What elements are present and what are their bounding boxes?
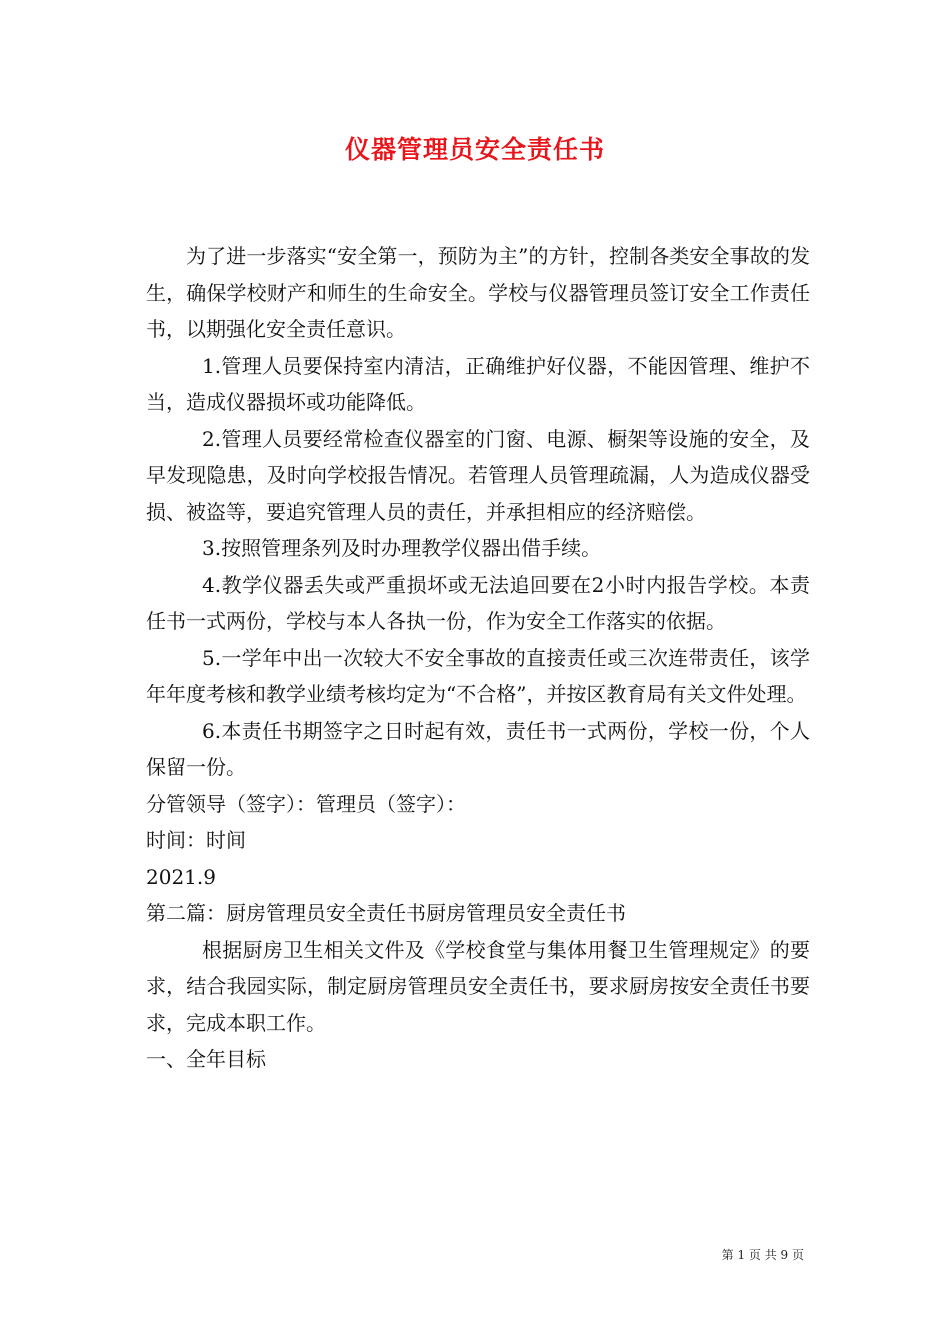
clause-5: 5.一学年中出一次较大不安全事故的直接责任或三次连带责任，该学年年度考核和教学业绩考核均定为“不合格”，并按区教育局有关文件处理。 bbox=[146, 645, 810, 706]
second-intro-paragraph: 根据厨房卫生相关文件及《学校食堂与集体用餐卫生管理规定》的要求，结合我园实际，制定厨房管理员安全责任书，要求厨房按安全责任书要求，完成本职工作。 bbox=[146, 937, 810, 1035]
time-line: 时间：时间 bbox=[146, 828, 246, 852]
second-document-title: 第二篇：厨房管理员安全责任书厨房管理员安全责任书 bbox=[146, 901, 626, 925]
page-number: 第 1 页 共 9 页 bbox=[721, 1248, 804, 1262]
clause-4: 4.教学仪器丢失或严重损坏或无法追回要在2小时内报告学校。本责任书一式两份，学校与本人各执一份，作为安全工作落实的依据。 bbox=[146, 572, 810, 633]
signature-line: 分管领导（签字）：管理员（签字）： bbox=[146, 791, 466, 816]
clause-1: 1.管理人员要保持室内清洁，正确维护好仪器，不能因管理、维护不当，造成仪器损坏或功能降低。 bbox=[146, 353, 810, 414]
clause-3: 3.按照管理条列及时办理教学仪器出借手续。 bbox=[202, 536, 602, 560]
section-heading: 一、全年目标 bbox=[146, 1047, 266, 1071]
clause-6: 6.本责任书期签字之日时起有效，责任书一式两份，学校一份，个人保留一份。 bbox=[146, 718, 810, 779]
clause-2: 2.管理人员要经常检查仪器室的门窗、电源、橱架等设施的安全，及早发现隐患，及时向学校报告情况。若管理人员管理疏漏，人为造成仪器受损、被盗等，要追究管理人员的责任，并承担相应的经济赔偿。 bbox=[146, 426, 810, 524]
document-body bbox=[146, 238, 810, 1078]
intro-paragraph: 为了进一步落实“安全第一，预防为主”的方针，控制各类安全事故的发生，确保学校财产和师生的生命安全。学校与仪器管理员签订安全工作责任书，以期强化安全责任意识。 bbox=[146, 244, 810, 341]
document-title: 仪器管理员安全责任书 bbox=[344, 135, 605, 164]
date-line: 2021.9 bbox=[146, 864, 216, 889]
